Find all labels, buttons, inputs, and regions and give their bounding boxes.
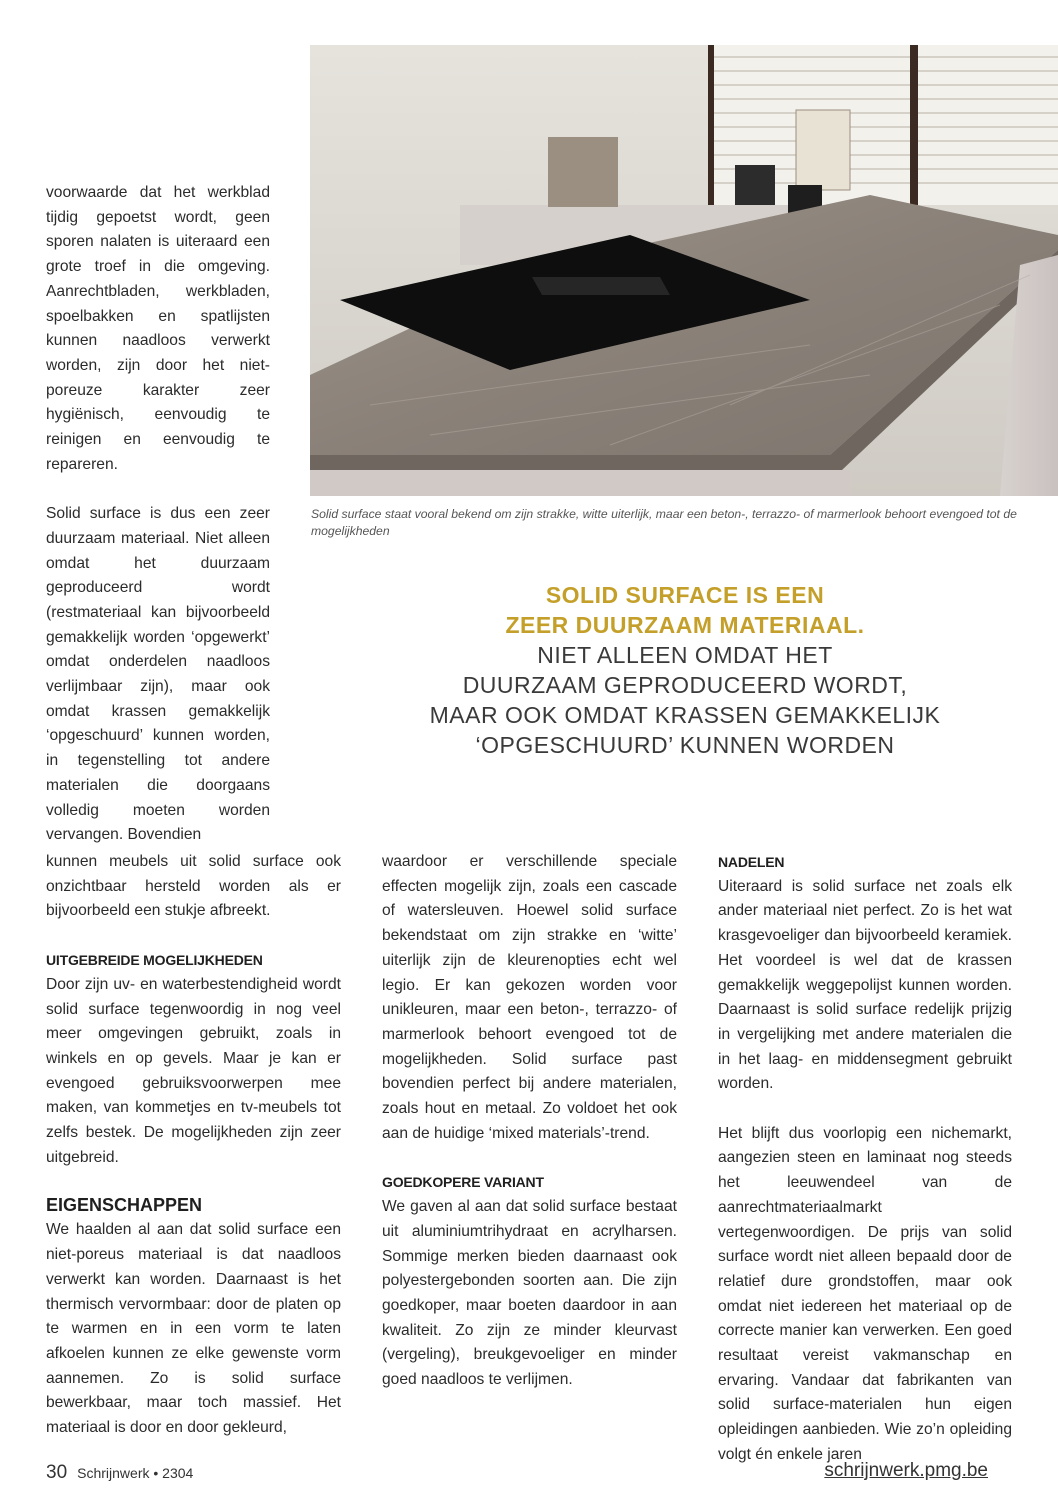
pull-quote-line: ‘OPGESCHUURD’ KUNNEN WORDEN [475,732,895,758]
paragraph: We haalden al aan dat solid surface een niet-poreus materiaal is dat naadloos verwerkt kan worden. Daarnaast is het thermisch vervormbaar: door de platen op te warmen en in een vorm te laten afkoelen kunnen ze elke gewenste vorm aannemen. Zo is solid surface bewerkbaar, maar toch massief. Het materiaal is door en door gekleurd, [46,1221,341,1437]
pull-quote-line: ZEER DUURZAAM MATERIAAL. [505,612,865,638]
column-left-lower [46,850,341,1441]
subheading: EIGENSCHAPPEN [46,1195,203,1216]
pull-quote-line: MAAR OOK OMDAT KRASSEN GEMAKKELIJK [429,702,941,728]
page-footer [46,1462,193,1484]
column-middle [382,850,677,1393]
pull-quote [330,580,1040,760]
paragraph: voorwaarde dat het werkblad tijdig gepoetst wordt, geen sporen nalaten is uiteraard een grote troef in die omgeving. Aanrechtbladen, werkbladen, spoelbakken en spatlijsten kunnen naadloos verwerkt worden, zijn door het niet-poreuze karakter zeer hygiënisch, eenvoudig te reinigen en eenvoudig te repareren. [46,184,270,473]
page-number: 30 [46,1462,68,1483]
pull-quote-line: DUURZAAM GEPRODUCEERD WORDT, [462,672,908,698]
paragraph: Het blijft dus voorlopig een nichemarkt, aangezien steen en laminaat nog steeds het leeuwendeel van de aanrechtmateriaalmarkt vertegenwoordigen. De prijs van solid surface wordt niet alleen bepaald door de relatief dure grondstoffen, maar ook omdat niet iedereen het materiaal op de correcte manier kan verwerken. Een goed resultaat vereist vakmanschap en ervaring. Vandaar dat fabrikanten van solid surface-materialen hun eigen opleidingen aanbieden. Wie zo’n opleiding volgt én enkele jaren [718,1124,1012,1463]
magazine-issue: Schrijnwerk • 2304 [77,1465,194,1481]
column-right [718,850,1012,1468]
subheading: NADELEN [718,854,785,870]
subheading: GOEDKOPERE VARIANT [382,1174,544,1191]
paragraph: Door zijn uv- en waterbestendigheid wordt solid surface tegenwoordig in nog veel meer omgevingen gebruikt, zoals in winkels en op gevels. Maar je kan er evengoed gebruiksvoorwerpen mee maken, van kommetjes en tv-meubels tot zelfs bestek. De mogelijkheden zijn zeer uitgebreid. [46,975,341,1166]
pull-quote-line: NIET ALLEEN OMDAT HET [537,642,833,668]
website-link[interactable]: schrijnwerk.pmg.be [824,1460,988,1481]
paragraph: Uiteraard is solid surface net zoals elk ander materiaal niet perfect. Zo is het wat krasgevoeliger dan bijvoorbeeld keramiek. Het voordeel is wel dat de krassen gemakkelijk weggepolijst kunnen worden. Daarnaast is solid surface redelijk prijzig in vergelijking met andere materialen die in het laag- en middensegment gebruikt worden. [718,877,1012,1093]
kitchen-photo [310,45,1058,496]
column-left-upper [46,181,270,848]
paragraph: waardoor er verschillende speciale effecten mogelijk zijn, zoals een cascade of watersleuven. Hoewel solid surface bekendstaat om zijn strakke en ‘witte’ uiterlijk zijn de kleurenopties echt wel legio. Er kan gekozen worden voor unikleuren, maar een beton-, terrazzo- of marmerlook behoort evengoed tot de mogelijkheden. Solid surface past bovendien perfect bij andere materialen, zoals hout en metaal. Zo voldoet het ook aan de huidige ‘mixed materials’-trend. [382,853,677,1142]
paragraph: kunnen meubels uit solid surface ook onzichtbaar hersteld worden als er bijvoorbeeld een stukje afbreekt. [46,853,341,920]
paragraph: Solid surface is dus een zeer duurzaam materiaal. Niet alleen omdat het duurzaam geproduceerd wordt (restmateriaal kan bijvoorbeeld gemakkelijk worden ‘opgewerkt’ omdat onderdelen naadloos verlijmbaar zijn), maar ook omdat krassen gemakkelijk ‘opgeschuurd’ kunnen worden, in tegenstelling tot andere materialen die doorgaans volledig moeten worden vervangen. Bovendien [46,505,270,844]
subheading: UITGEBREIDE MOGELIJKHEDEN [46,952,263,969]
pull-quote-line: SOLID SURFACE IS EEN [545,582,825,608]
paragraph: We gaven al aan dat solid surface bestaat uit aluminiumtrihydraat en acrylharsen. Sommige merken bieden daarnaast ook polyestergebonden soorten aan. Die zijn goedkoper, maar boeten daardoor in aan kwaliteit. Zo zijn ze minder kleurvast (vergeling), breukgevoeliger en minder goed naadloos te verlijmen. [382,1198,677,1389]
photo-caption: Solid surface staat vooral bekend om zijn strakke, witte uiterlijk, maar een beton-, terrazzo- of marmerlook behoort evengoed tot de mogelijkheden [311,507,1017,538]
